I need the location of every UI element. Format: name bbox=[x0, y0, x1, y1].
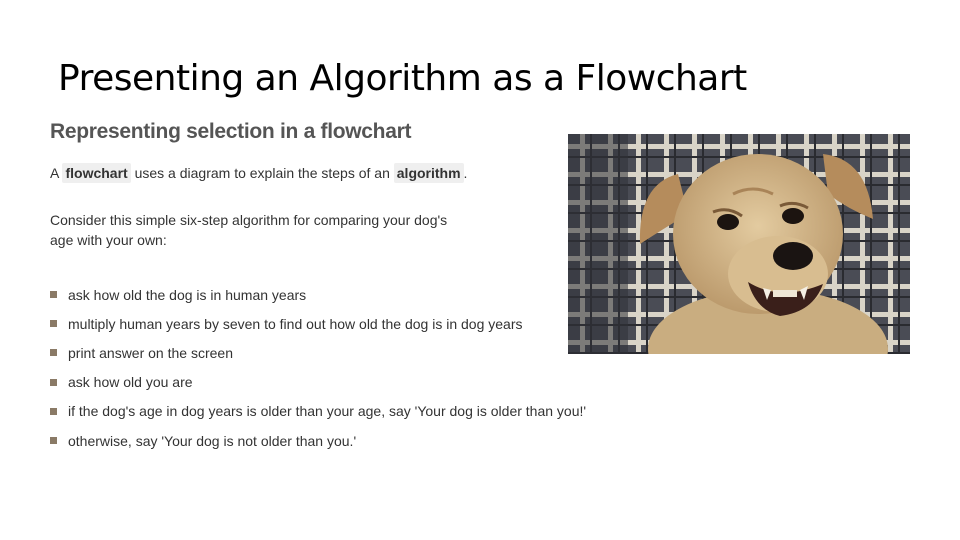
step-text: multiply human years by seven to find out how old the dog is in dog years bbox=[68, 315, 523, 332]
list-item bbox=[50, 280, 586, 309]
list-item bbox=[50, 309, 586, 338]
intro-suffix: . bbox=[463, 165, 468, 181]
list-item bbox=[50, 426, 586, 455]
list-item bbox=[50, 338, 586, 367]
square-bullet-icon bbox=[50, 349, 57, 356]
list-item bbox=[50, 368, 586, 397]
square-bullet-icon bbox=[50, 408, 57, 415]
step-text: if the dog's age in dog years is older than your age, say 'Your dog is older than you!' bbox=[68, 403, 587, 420]
step-text: ask how old the dog is in human years bbox=[68, 286, 307, 303]
term-algorithm: algorithm bbox=[394, 163, 464, 183]
intro-text bbox=[50, 163, 467, 183]
consider-text: Consider this simple six-step algorithm for comparing your dog's age with your own: bbox=[50, 212, 448, 248]
step-text: ask how old you are bbox=[68, 374, 193, 391]
intro-prefix: A bbox=[50, 165, 59, 181]
slide-title: Presenting an Algorithm as a Flowchart bbox=[58, 58, 747, 99]
dog-illustration bbox=[568, 134, 910, 354]
dog-photo bbox=[568, 134, 910, 354]
section-heading: Representing selection in a flowchart bbox=[50, 120, 412, 143]
term-flowchart: flowchart bbox=[62, 163, 130, 183]
square-bullet-icon bbox=[50, 291, 57, 298]
square-bullet-icon bbox=[50, 379, 57, 386]
step-text: print answer on the screen bbox=[68, 344, 233, 361]
algorithm-steps-list bbox=[50, 280, 586, 455]
step-text: otherwise, say 'Your dog is not older than you.' bbox=[68, 432, 357, 449]
square-bullet-icon bbox=[50, 320, 57, 327]
list-item bbox=[50, 397, 586, 426]
square-bullet-icon bbox=[50, 437, 57, 444]
intro-middle: uses a diagram to explain the steps of an bbox=[134, 165, 390, 181]
